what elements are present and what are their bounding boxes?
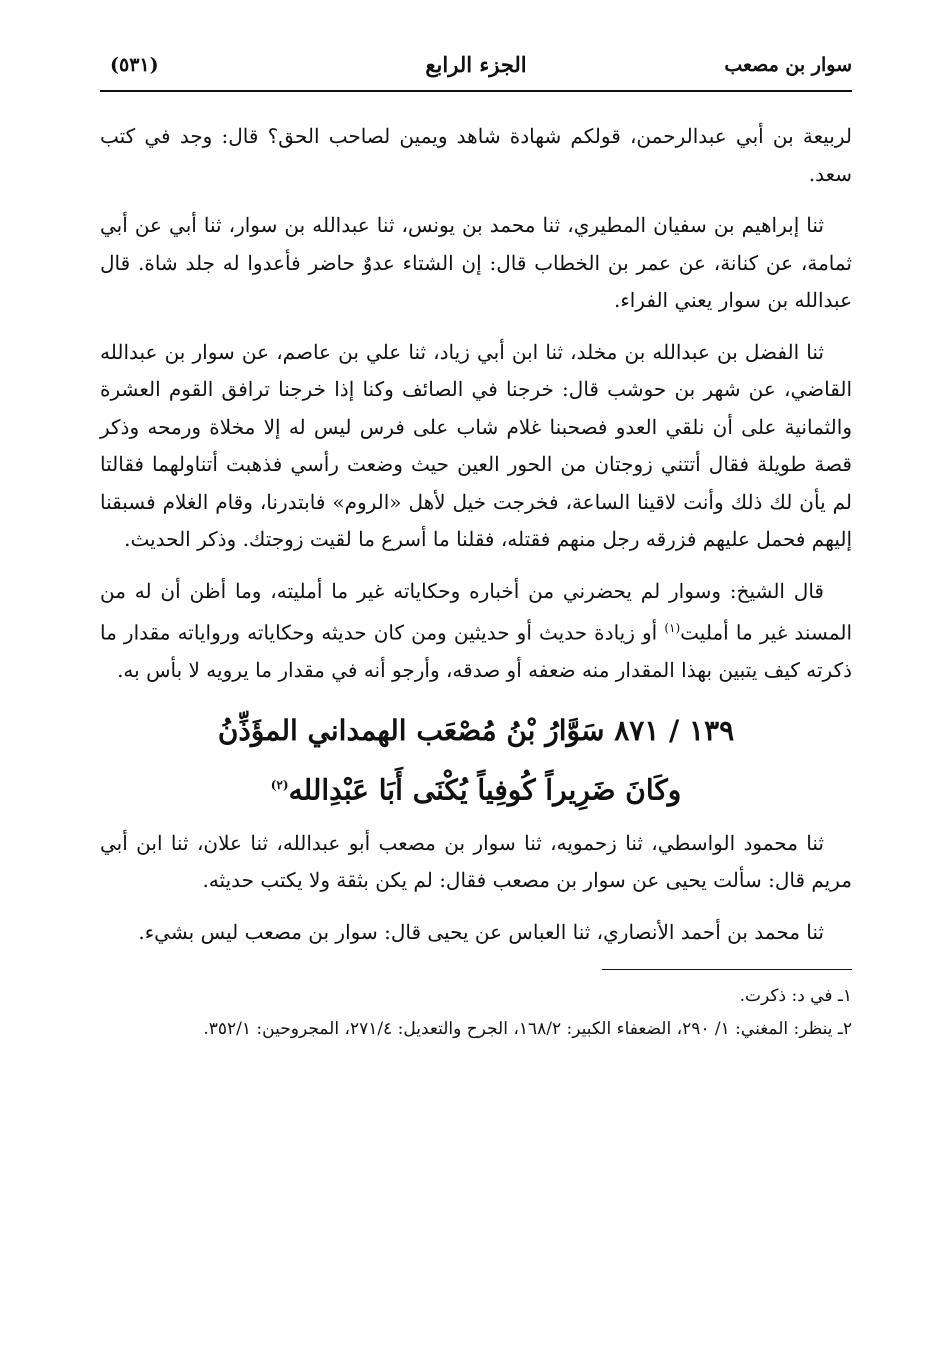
- entry-heading-line: [100, 758, 852, 817]
- paragraph: ثنا إبراهيم بن سفيان المطيري، ثنا محمد بن يونس، ثنا عبدالله بن سوار، ثنا أبي عن أبي ثمامة، عن كنانة، عن عمر بن الخطاب قال: إن الشتاء عدوٌ حاضر فأعدوا له جلد شاة. قال عبدالله بن سوار يعني الفراء.: [100, 213, 852, 312]
- paragraph: ثنا محمد بن أحمد الأنصاري، ثنا العباس عن يحيى قال: سوار بن مصعب ليس بشيء.: [138, 919, 824, 944]
- footnote-rule: [602, 969, 852, 970]
- header-rule: [100, 90, 852, 92]
- running-head-volume: الجزء الرابع: [425, 52, 527, 77]
- paragraph: ثنا الفضل بن عبدالله بن مخلد، ثنا ابن أبي زياد، ثنا علي بن عاصم، عن سوار بن عبدالله القاضي، عن شهر بن حوشب قال: خرجنا في الصائف وكنا إذا خرجنا ترافق القوم العشرة والثمانية على أن نلقي العدو فصحبنا غلام شاب على فرس ليس له إلا مخلاة ورمحه وذكر قصة طويلة فقال أتتني زوجتان من الحور العين حيث وضعت رأسي فذهبت أتناولهما فقالتا لم يأن لك ذلك وأنت لاقينا الساعة، فخرجت خيل لأهل «الروم» فابتدرنا، وقام الغلام فسبقنا إليهم فحمل عليهم فزرقه رجل منهم فقتله، فقلنا ما أسرع ما لقيت زوجتك. وذكر الحديث.: [100, 339, 852, 551]
- entry-heading-line: ١٣٩ / ٨٧١ سَوَّارُ بْنُ مُصْعَب الهمداني المؤَذِّنُ: [217, 713, 735, 747]
- entry-heading: [100, 704, 852, 817]
- footnote-ref: (٢): [270, 777, 289, 792]
- paragraph-text: قال الشيخ: وسوار لم يحضرني من أخباره وحكاياته غير ما أمليته، وما أظن أن له من المسند غير ما أمليت: [100, 578, 853, 645]
- footnote: ١ـ في د: ذكرت.: [739, 986, 852, 1007]
- paragraph: ثنا محمود الواسطي، ثنا زحمويه، ثنا سوار بن مصعب أبو عبدالله، ثنا علان، ثنا ابن أبي مريم قال: سألت يحيى عن سوار بن مصعب فقال: لم يكن بثقة ولا يكتب حديثه.: [100, 830, 852, 893]
- page-header: [100, 44, 852, 92]
- footnote-ref: (١): [664, 621, 681, 635]
- paragraph: لربيعة بن أبي عبدالرحمن، قولكم شهادة شاهد ويمين لصاحب الحق؟ قال: وجد في كتب سعد.: [100, 124, 852, 186]
- paragraph: [100, 573, 852, 690]
- footnote: ٢ـ ينظر: المغني: ١/ ٢٩٠، الضعفاء الكبير: ١٦٨/٢، الجرح والتعديل: ٢٧١/٤، المجروحين: ٣٥٢/١.: [203, 1019, 852, 1040]
- page-body: [100, 118, 852, 1046]
- footnotes: [100, 980, 852, 1046]
- paragraph-text: أو زيادة حديث أو حديثين ومن كان حديثه وحكاياته ورواياته مقدار ما ذكرته كيف يتبين بهذا المقدار منه ضعفه أو صدقه، وأرجو أنه في مقدار ما يرويه لا بأس به.: [100, 620, 852, 683]
- page-number: (٥٣١): [110, 54, 159, 76]
- entry-heading-text: وكَانَ ضَرِيراً كُوفِياً يُكْنَى أَبَا عَبْدِالله: [288, 772, 682, 806]
- running-head-entry: سوار بن مصعب: [724, 54, 852, 76]
